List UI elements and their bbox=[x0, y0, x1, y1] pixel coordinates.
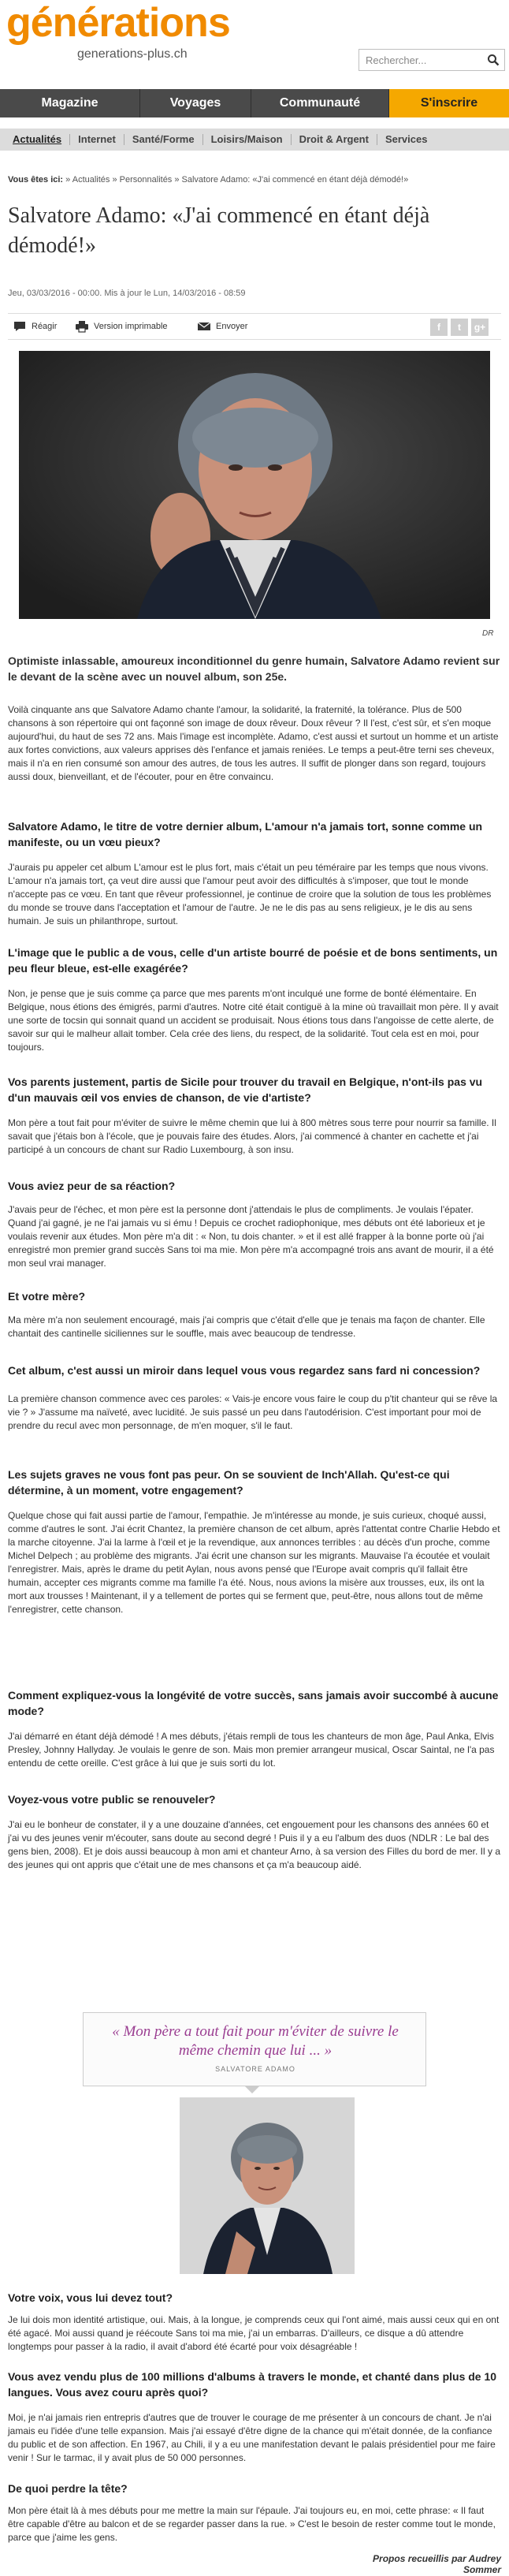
answer-1: J'aurais pu appeler cet album L'amour est le plus fort, mais c'était un peu téméraire par les temps que nous vivons. L'amour n'a jamais tort, ça veut dire aussi que l'amour peut avoir des difficultés à s'imposer, que tout le monde n'accepte pas ce vœu. En tant que rêveur professionnel, je continue de croire que la solution de tous les problèmes du monde se trouve dans l'acceptation et l'amour de l'autre. Je ne le dis pas au sens religieux, je le dis au sens humain. Je suis un philanthrope, surtout. bbox=[8, 862, 492, 926]
nav-magazine[interactable]: Magazine bbox=[0, 89, 140, 117]
search-icon[interactable] bbox=[487, 54, 500, 66]
react-label: Réagir bbox=[32, 322, 58, 331]
comment-icon bbox=[13, 320, 27, 333]
subnav-sante-forme[interactable]: Santé/Forme bbox=[124, 134, 203, 145]
nav-communaute[interactable]: Communauté bbox=[251, 89, 389, 117]
pull-quote bbox=[83, 2012, 426, 2086]
answer-7: Quelque chose qui fait aussi partie de l'amour, l'empathie. Je m'intéresse au monde, je suis curieux, choqué aussi, comme d'autres le sont. J'ai écrit Chantez, la première chanson de cet album, après l'attentat contre Charlie Hebdo et la marche citoyenne. J'ai la larme à l'œil et je la revendique, aux annonces terribles : au décès d'un proche, comme Michel Delpech ; au problème des migrants. J'ai écrit une chanson sur les migrants. Mauvaise l'a écoutée et voulait l'enregistrer. Mais, après le drame du petit Aylan, nous avons pensé que l'Europe avait compris qu'il fallait être humain, accepter ces migrants comme ma famille l'a été. Nous, nous avions la misère aux trousses, eux, ils ont la mort aux trousses ! Maintenant, il y a tellement de portes qui se ferment que, peut-être, nous allons tout de même l'enregistrer, cette chanson. bbox=[8, 1510, 500, 1615]
subnav-services[interactable]: Services bbox=[385, 133, 428, 145]
question-2: L'image que le public a de vous, celle d'un artiste bourré de poésie et de bons sentiments, un peu fleur bleue, est-elle exagérée? bbox=[8, 946, 498, 975]
nav-voyages[interactable]: Voyages bbox=[140, 89, 251, 117]
pull-quote-author: SALVATORE ADAMO bbox=[215, 2065, 295, 2073]
sub-nav bbox=[0, 129, 509, 151]
secondary-portrait-image bbox=[180, 2097, 355, 2274]
answer-8: J'ai démarré en étant déjà démodé ! A mes débuts, j'étais rempli de tous les chanteurs de mon âge, Paul Anka, Elvis Presley, Johnny Hallyday. Je voulais le genre de son. Mais mon premier arrangeur musical, Oscar Saintal, ne l'a pas entendu de cette oreille. C'est grâce à lui que je suis sorti du lot. bbox=[8, 1731, 495, 1769]
answer-4: J'avais peur de l'échec, et mon père est la personne dont j'attendais le plus de compliments. Je voulais l'épater. Quand j'ai gagné, je ne l'ai jamais vu si ému ! Depuis ce crochet radiophonique, mes débuts ont été laborieux et je voulais revenir aux études. Mon père m'a dit : « Non, tu dois chanter. » et il est allé frapper à la bonne porte où j'ai enregistré mon premier grand succès Sans toi ma mie. Mon père m'a accompagné trois ans avant de mourir, il a été mon seul vrai manager. bbox=[8, 1204, 494, 1269]
answer-10: Je lui dois mon identité artistique, oui. Mais, à la longue, je comprends ceux qui l'ont aimé, mais aussi ceux qui en ont été agacé. Moi aussi quand je réécoute Sans toi ma mie, j'ai un embarras. D'ailleurs, ce disque a dû attendre longtemps pour passer à la radio, il avait d'abord été écarté pour voix désagréable ! bbox=[8, 2314, 500, 2352]
react-button[interactable] bbox=[13, 320, 57, 333]
googleplus-share-icon[interactable]: g+ bbox=[471, 319, 489, 336]
answer-5: Ma mère m'a non seulement encouragé, mais j'ai compris que c'était d'elle que je tenais ma façon de chanter. Elle chantait des cantinelle siciliennes sur le souffle, mais avec beaucoup de tendresse. bbox=[8, 1314, 485, 1339]
print-button[interactable] bbox=[75, 320, 168, 333]
article-dates: Jeu, 03/03/2016 - 00:00. Mis à jour le Lun, 14/03/2016 - 08:59 bbox=[8, 289, 246, 298]
subnav-internet[interactable]: Internet bbox=[70, 134, 124, 145]
print-label: Version imprimable bbox=[94, 322, 168, 331]
article-toolbar bbox=[8, 313, 501, 340]
answer-6: La première chanson commence avec ces paroles: « Vais-je encore vous faire le coup du p'tit chanteur qui se rêve la vie ? » J'assume ma naïveté, avec lucidité. Je suis passé un peu dans l'autodérision. C'est important pour moi de prendre du recul avec mon personnage, de m'en moquer, s'il le faut. bbox=[8, 1393, 498, 1431]
breadcrumb bbox=[8, 175, 501, 185]
send-button[interactable] bbox=[197, 320, 247, 333]
site-logo-subtitle: generations-plus.ch bbox=[77, 47, 188, 61]
question-12: De quoi perdre la tête? bbox=[8, 2482, 128, 2495]
envelope-icon bbox=[197, 320, 211, 333]
subnav-droit-argent[interactable]: Droit & Argent bbox=[292, 134, 377, 145]
question-10: Votre voix, vous lui devez tout? bbox=[8, 2291, 173, 2304]
article-lead: Optimiste inlassable, amoureux inconditionnel du genre humain, Salvatore Adamo revient sur le devant de la scène avec un nouvel album, son 25e. bbox=[8, 654, 500, 683]
hero-portrait-image bbox=[19, 351, 490, 619]
question-7: Les sujets graves ne vous font pas peur. On se souvient de Inch'Allah. Qu'est-ce qui détermine, à un moment, votre engagement? bbox=[8, 1468, 450, 1497]
question-9: Voyez-vous votre public se renouveler? bbox=[8, 1793, 216, 1806]
printer-icon bbox=[75, 320, 89, 333]
facebook-share-icon[interactable]: f bbox=[430, 319, 448, 336]
subnav-loisirs-maison[interactable]: Loisirs/Maison bbox=[203, 134, 292, 145]
hero-credit: DR bbox=[482, 629, 494, 638]
main-nav bbox=[0, 89, 509, 117]
nav-sinscrire-button[interactable]: S'inscrire bbox=[389, 89, 509, 117]
answer-12: Mon père était là à mes débuts pour me mettre la main sur l'épaule. J'ai toujours eu, en moi, cette phrase: « Il faut être capable d'être au balcon et de se regarder passer dans la rue. » C'est le besoin de rester comme tout le monde, parce que j'aime les gens. bbox=[8, 2505, 496, 2543]
answer-3: Mon père a tout fait pour m'éviter de suivre le même chemin que lui à 800 mètres sous terre pour nourrir sa famille. Il savait que j'étais bon à l'école, que je pouvais faire des études. Alors, j'ai commencé à chanter en cachette et j'ai participé à un concours de chant sur Radio Luxembourg, à son insu. bbox=[8, 1117, 496, 1155]
question-11: Vous avez vendu plus de 100 millions d'albums à travers le monde, et chanté dans plus de 10 langues. Vous avez couru après quoi? bbox=[8, 2370, 497, 2399]
question-5: Et votre mère? bbox=[8, 1290, 86, 1303]
send-label: Envoyer bbox=[216, 322, 248, 331]
question-8: Comment expliquez-vous la longévité de votre succès, sans jamais avoir succombé à aucune mode? bbox=[8, 1689, 499, 1717]
answer-2: Non, je pense que je suis comme ça parce que mes parents m'ont inculqué une forme de bonté élémentaire. En Belgique, nous étions des émigrés, parmi d'autres. Notre cité était contiguë à la mine où travaillait mon père. Il y avait une sorte de tocsin qui sonnait quand un accident se produisait. Nous étions tous dans l'angoisse de cette alerte, de savoir sur qui le malheur allait tomber. Cela crée des liens, du respect, de la solidarité. Tout cela est en moi, pour toujours. bbox=[8, 988, 499, 1053]
twitter-share-icon[interactable]: t bbox=[451, 319, 468, 336]
search-box bbox=[359, 49, 505, 71]
question-4: Vous aviez peur de sa réaction? bbox=[8, 1180, 176, 1192]
breadcrumb-path[interactable]: » Actualités » Personnalités » Salvatore Adamo: «J'ai commencé en étant déjà démodé!» bbox=[65, 175, 409, 185]
article-signature: Propos recueillis par Audrey Sommer bbox=[373, 2553, 501, 2575]
question-1: Salvatore Adamo, le titre de votre dernier album, L'amour n'a jamais tort, sonne comme un manifeste, ou un vœu pieux? bbox=[8, 820, 483, 848]
article-title: Salvatore Adamo: «J'ai commencé en étant déjà démodé!» bbox=[8, 203, 430, 258]
question-6: Cet album, c'est aussi un miroir dans lequel vous vous regardez sans fard ni concession? bbox=[8, 1364, 481, 1377]
pull-quote-tail bbox=[244, 2086, 260, 2093]
breadcrumb-label: Vous êtes ici: bbox=[8, 175, 64, 185]
answer-9: J'ai eu le bonheur de constater, il y a une douzaine d'années, cet engouement pour les chansons des années 60 et j'ai vu des jeunes venir m'écouter, sans doute au second degré ! Puis il y a eu l'album des duos (NDLR : Le bal des gens bien, 2008). Et je dois aussi beaucoup à mon ami et chanteur Arno, à sa version des Filles du bord de mer. Il y a des jeunes qui ont appris que c'était une de mes chansons et ça m'a beaucoup aidé. bbox=[8, 1819, 501, 1870]
site-header bbox=[0, 0, 509, 76]
pull-quote-text: « Mon père a tout fait pour m'éviter de suivre le même chemin que lui ... » bbox=[112, 2023, 399, 2059]
article-intro: Voilà cinquante ans que Salvatore Adamo chante l'amour, la solidarité, la fraternité, la tolérance. Plus de 500 chansons à son répertoire qui ont façonné son image de doux rêveur. Doux rêveur ? Il l'est, c'est sûr, et s'en moque aujourd'hui, du haut de ses 72 ans. Mais l'image est incomplète. Adamo, c'est aussi et surtout un homme et un artiste aux fortes convictions, aux valeurs apprises dès l'enfance et jamais reniées. Le temps a peut-être terni ses cheveux, mais il n'a en rien consumé son amour des autres, de tous les autres. Il suffit de plonger dans son regard, toujours aussi doux, bienveillant, et de l'écouter, pour en être convaincu. bbox=[8, 704, 499, 782]
site-logo[interactable]: générations bbox=[6, 0, 230, 46]
answer-11: Moi, je n'ai jamais rien entrepris d'autres que de trouver le courage de me présenter à un concours de chant. Je n'ai jamais eu l'idée d'une telle expansion. Mais j'ai essayé d'être digne de la chance qui m'était donnée, de la confiance du public et de son affection. En 1967, au Chili, il y a eu une manifestation devant le palais présidentiel pour me faire venir ! Sur le tarmac, il y avait plus de 50 000 personnes. bbox=[8, 2412, 496, 2463]
search-input[interactable] bbox=[359, 50, 477, 70]
question-3: Vos parents justement, partis de Sicile pour trouver du travail en Belgique, n'ont-ils pas vu d'un mauvais œil vos envies de chanson, de vie d'artiste? bbox=[8, 1076, 483, 1104]
subnav-actualites[interactable]: Actualités bbox=[5, 134, 70, 145]
